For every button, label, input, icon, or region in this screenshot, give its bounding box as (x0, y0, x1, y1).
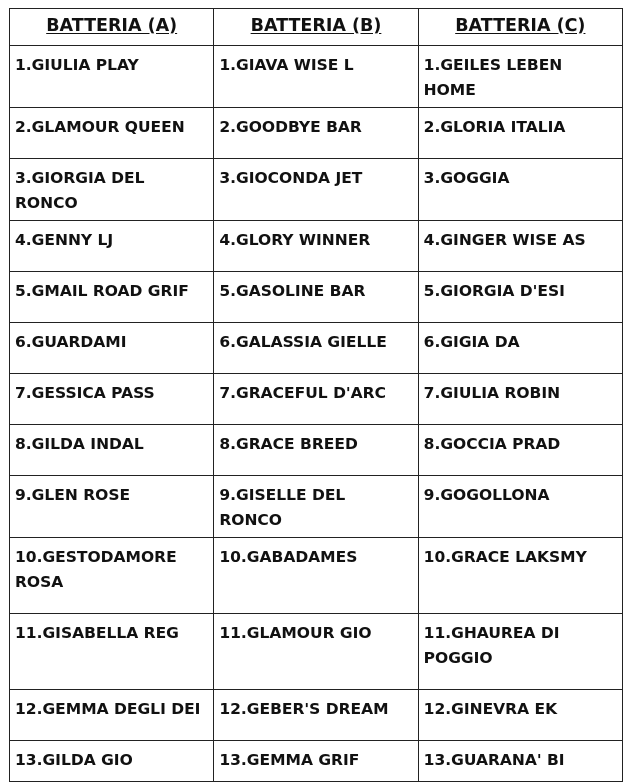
table-cell: 10.GESTODAMORE ROSA (10, 538, 214, 614)
table-cell: 2.GLORIA ITALIA (418, 108, 622, 159)
header-batteria-c: BATTERIA (C) (418, 9, 622, 46)
table-cell: 6.GALASSIA GIELLE (214, 323, 418, 374)
table-row (10, 272, 623, 323)
table-cell: 12.GINEVRA EK (418, 690, 622, 741)
table-row (10, 323, 623, 374)
table-cell: 3.GIOCONDA JET (214, 159, 418, 221)
table-cell: 13.GEMMA GRIF (214, 741, 418, 782)
table-cell: 13.GUARANA' BI (418, 741, 622, 782)
table-cell: 12.GEBER'S DREAM (214, 690, 418, 741)
table-cell: 8.GILDA INDAL (10, 425, 214, 476)
table-cell: 5.GASOLINE BAR (214, 272, 418, 323)
table-cell: 1.GIAVA WISE L (214, 46, 418, 108)
table-row (10, 108, 623, 159)
table-row (10, 374, 623, 425)
table-cell: 11.GLAMOUR GIO (214, 614, 418, 690)
table-cell: 10.GABADAMES (214, 538, 418, 614)
table-cell: 1.GEILES LEBEN HOME (418, 46, 622, 108)
table-row (10, 538, 623, 614)
table-row (10, 614, 623, 690)
header-batteria-b: BATTERIA (B) (214, 9, 418, 46)
table-cell: 6.GIGIA DA (418, 323, 622, 374)
table-row (10, 159, 623, 221)
table-cell: 6.GUARDAMI (10, 323, 214, 374)
table-cell: 7.GRACEFUL D'ARC (214, 374, 418, 425)
table-cell: 11.GHAUREA DI POGGIO (418, 614, 622, 690)
table-cell: 3.GIORGIA DEL RONCO (10, 159, 214, 221)
table-cell: 1.GIULIA PLAY (10, 46, 214, 108)
table-cell: 9.GOGOLLONA (418, 476, 622, 538)
table-cell: 9.GISELLE DEL RONCO (214, 476, 418, 538)
table-cell: 9.GLEN ROSE (10, 476, 214, 538)
table-row (10, 690, 623, 741)
table-cell: 13.GILDA GIO (10, 741, 214, 782)
table-cell: 5.GMAIL ROAD GRIF (10, 272, 214, 323)
table-cell: 4.GLORY WINNER (214, 221, 418, 272)
table-row (10, 46, 623, 108)
batterie-table (9, 8, 623, 782)
header-row (10, 9, 623, 46)
header-batteria-a: BATTERIA (A) (10, 9, 214, 46)
table-cell: 7.GIULIA ROBIN (418, 374, 622, 425)
table-cell: 11.GISABELLA REG (10, 614, 214, 690)
table-row (10, 741, 623, 782)
table-cell: 2.GOODBYE BAR (214, 108, 418, 159)
table-header (10, 9, 623, 46)
table-cell: 5.GIORGIA D'ESI (418, 272, 622, 323)
table-row (10, 221, 623, 272)
table-row (10, 476, 623, 538)
table-cell: 4.GINGER WISE AS (418, 221, 622, 272)
table-cell: 10.GRACE LAKSMY (418, 538, 622, 614)
table-cell: 3.GOGGIA (418, 159, 622, 221)
table-cell: 7.GESSICA PASS (10, 374, 214, 425)
table-cell: 2.GLAMOUR QUEEN (10, 108, 214, 159)
table-cell: 12.GEMMA DEGLI DEI (10, 690, 214, 741)
table-cell: 8.GOCCIA PRAD (418, 425, 622, 476)
table-row (10, 425, 623, 476)
table-body (10, 46, 623, 782)
table-cell: 4.GENNY LJ (10, 221, 214, 272)
table-cell: 8.GRACE BREED (214, 425, 418, 476)
